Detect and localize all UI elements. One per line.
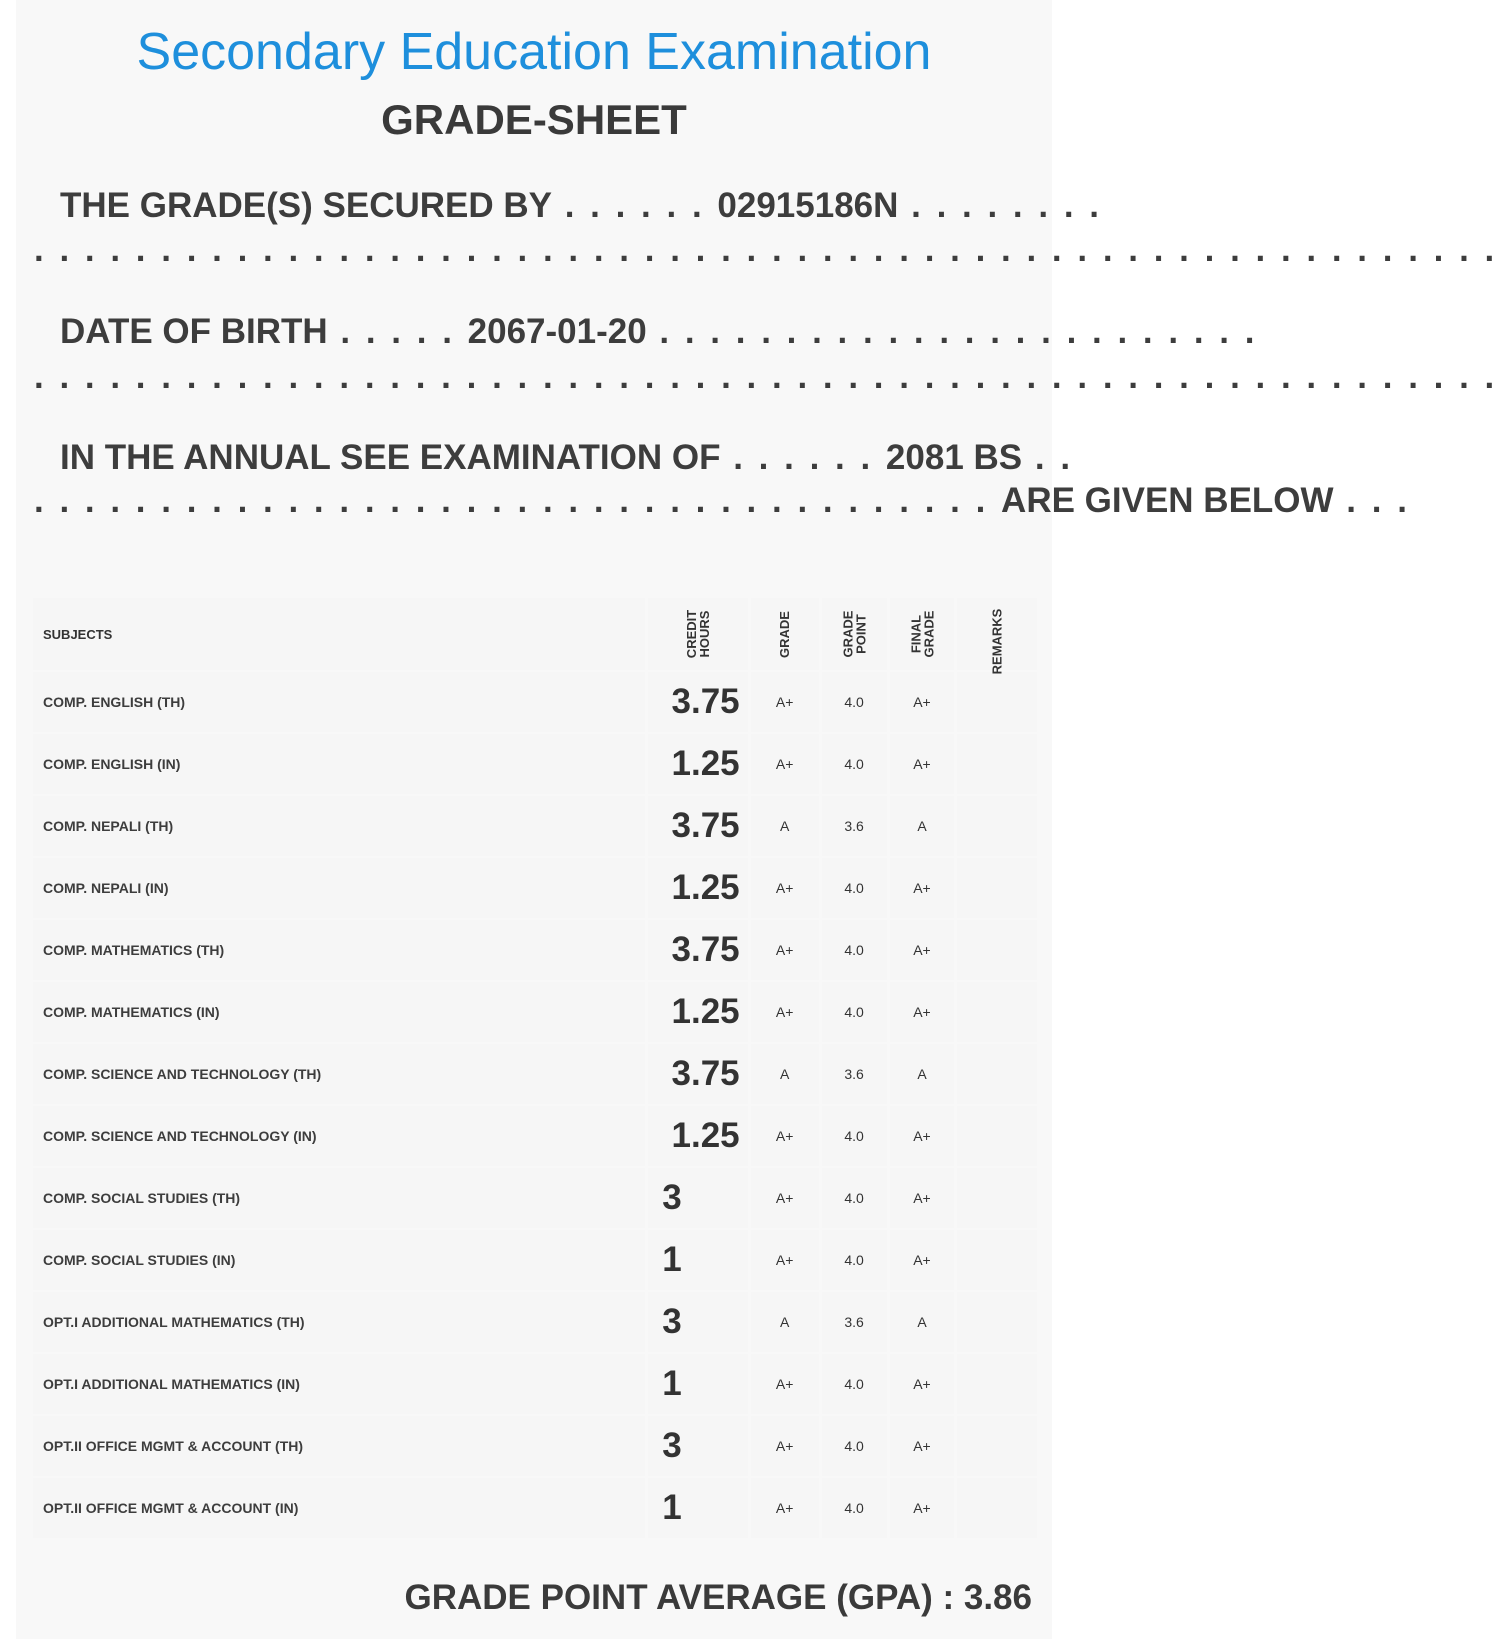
final-grade-cell: A+ <box>890 920 955 980</box>
table-row <box>33 1292 1037 1352</box>
secured-by-value: 02915186N <box>717 186 899 225</box>
dotted-leader: . . . . . . . . . . . . . . . . . . . . . . . . . . . . . . . . . . . . . . . . . . . . . . . . . . . . . . . . . . <box>34 357 1497 396</box>
header-credit-line1: CREDIT <box>683 609 699 658</box>
table-row <box>33 1230 1037 1290</box>
remarks-cell <box>957 1106 1037 1166</box>
grade-point-cell: 4.0 <box>822 1416 887 1476</box>
secured-by-label: THE GRADE(S) SECURED BY <box>60 186 552 225</box>
grade-point-cell: 4.0 <box>822 858 887 918</box>
header-grade-text: GRADE <box>777 610 793 658</box>
remarks-cell <box>957 1292 1037 1352</box>
grade-cell: A+ <box>751 1106 819 1166</box>
gpa-summary: GRADE POINT AVERAGE (GPA) : 3.86 <box>404 1578 1032 1617</box>
subject-cell: OPT.I ADDITIONAL MATHEMATICS (IN) <box>33 1354 645 1414</box>
table-row <box>33 1106 1037 1166</box>
remarks-cell <box>957 920 1037 980</box>
final-grade-cell: A <box>890 796 955 856</box>
final-grade-cell: A+ <box>890 672 955 732</box>
remarks-cell <box>957 1416 1037 1476</box>
subject-cell: OPT.I ADDITIONAL MATHEMATICS (TH) <box>33 1292 645 1352</box>
credit-hours-cell: 3 <box>648 1416 747 1476</box>
page-subtitle: GRADE-SHEET <box>381 96 687 143</box>
remarks-cell <box>957 734 1037 794</box>
grade-point-cell: 4.0 <box>822 672 887 732</box>
final-grade-cell: A+ <box>890 1478 955 1538</box>
remarks-cell <box>957 1230 1037 1290</box>
grade-point-cell: 4.0 <box>822 982 887 1042</box>
credit-hours-cell: 3 <box>648 1292 747 1352</box>
subject-cell: OPT.II OFFICE MGMT & ACCOUNT (IN) <box>33 1478 645 1538</box>
header-fg-line2: GRADE <box>920 610 936 657</box>
dob-label: DATE OF BIRTH <box>60 312 328 351</box>
grade-cell: A+ <box>751 858 819 918</box>
given-below-line: . . . . . . . . . . . . . . . . . . . . . . . . . . . . . . . . . . . . . . ARE GIVEN BELOW . . . <box>34 481 1410 520</box>
subject-cell: COMP. SOCIAL STUDIES (TH) <box>33 1168 645 1228</box>
credit-hours-cell: 1 <box>648 1230 747 1290</box>
credit-hours-cell: 3.75 <box>648 672 747 732</box>
subject-cell: OPT.II OFFICE MGMT & ACCOUNT (TH) <box>33 1416 645 1476</box>
grade-point-cell: 4.0 <box>822 1354 887 1414</box>
header-subjects: SUBJECTS <box>33 598 645 670</box>
header-final-grade <box>890 598 955 670</box>
credit-hours-cell: 1 <box>648 1478 747 1538</box>
grade-cell: A+ <box>751 920 819 980</box>
grade-point-cell: 4.0 <box>822 734 887 794</box>
table-row <box>33 672 1037 732</box>
grade-cell: A+ <box>751 1230 819 1290</box>
dob-line: DATE OF BIRTH . . . . . 2067-01-20 . . . . . . . . . . . . . . . . . . . . . . . . <box>60 312 1258 351</box>
header-remarks-text: REMARKS <box>989 608 1005 674</box>
table-row <box>33 796 1037 856</box>
page-title: Secondary Education Examination <box>136 23 932 81</box>
final-grade-cell: A+ <box>890 1354 955 1414</box>
subject-cell: COMP. NEPALI (TH) <box>33 796 645 856</box>
grade-cell: A+ <box>751 734 819 794</box>
final-grade-cell: A+ <box>890 1416 955 1476</box>
grade-cell: A+ <box>751 1416 819 1476</box>
header-fg-line1: FINAL <box>907 614 923 653</box>
subject-cell: COMP. SOCIAL STUDIES (IN) <box>33 1230 645 1290</box>
grade-cell: A+ <box>751 1478 819 1538</box>
header-credit-line2: HOURS <box>696 610 712 657</box>
grades-table <box>30 596 1040 1540</box>
table-row <box>33 858 1037 918</box>
grade-point-cell: 3.6 <box>822 1292 887 1352</box>
header-grade <box>751 598 819 670</box>
credit-hours-cell: 1.25 <box>648 858 747 918</box>
table-row <box>33 982 1037 1042</box>
final-grade-cell: A <box>890 1044 955 1104</box>
grade-point-cell: 4.0 <box>822 1478 887 1538</box>
grade-cell: A+ <box>751 1168 819 1228</box>
table-row <box>33 920 1037 980</box>
subject-cell: COMP. NEPALI (IN) <box>33 858 645 918</box>
grade-cell: A+ <box>751 672 819 732</box>
table-row <box>33 1478 1037 1538</box>
grade-cell: A <box>751 1292 819 1352</box>
remarks-cell <box>957 1478 1037 1538</box>
table-row <box>33 1416 1037 1476</box>
grade-sheet <box>16 0 1497 1639</box>
grade-cell: A+ <box>751 982 819 1042</box>
remarks-cell <box>957 1168 1037 1228</box>
remarks-cell <box>957 858 1037 918</box>
exam-label: IN THE ANNUAL SEE EXAMINATION OF <box>60 438 721 477</box>
subject-cell: COMP. MATHEMATICS (TH) <box>33 920 645 980</box>
final-grade-cell: A <box>890 1292 955 1352</box>
credit-hours-cell: 3 <box>648 1168 747 1228</box>
remarks-cell <box>957 672 1037 732</box>
credit-hours-cell: 1 <box>648 1354 747 1414</box>
header-credit-hours <box>648 598 747 670</box>
dotted-leader: . . . . . . . . . . . . . . . . . . . . . . . . . . . . . . . . . . . . . . . . . . . . . . . . . . . . . . . . . . <box>34 230 1497 269</box>
grade-point-cell: 4.0 <box>822 1168 887 1228</box>
subject-cell: COMP. MATHEMATICS (IN) <box>33 982 645 1042</box>
subject-cell: COMP. SCIENCE AND TECHNOLOGY (TH) <box>33 1044 645 1104</box>
credit-hours-cell: 1.25 <box>648 734 747 794</box>
grade-point-cell: 3.6 <box>822 796 887 856</box>
final-grade-cell: A+ <box>890 858 955 918</box>
final-grade-cell: A+ <box>890 1230 955 1290</box>
table-header-row <box>33 598 1037 670</box>
credit-hours-cell: 3.75 <box>648 1044 747 1104</box>
final-grade-cell: A+ <box>890 734 955 794</box>
grade-cell: A <box>751 796 819 856</box>
header-gp-line1: GRADE <box>840 610 856 657</box>
final-grade-cell: A+ <box>890 982 955 1042</box>
table-row <box>33 734 1037 794</box>
subject-cell: COMP. SCIENCE AND TECHNOLOGY (IN) <box>33 1106 645 1166</box>
table-row <box>33 1354 1037 1414</box>
header-gp-line2: POINT <box>853 613 869 654</box>
remarks-cell <box>957 796 1037 856</box>
dob-value: 2067-01-20 <box>467 312 647 351</box>
grade-point-cell: 4.0 <box>822 1230 887 1290</box>
credit-hours-cell: 1.25 <box>648 1106 747 1166</box>
final-grade-cell: A+ <box>890 1106 955 1166</box>
grade-cell: A <box>751 1044 819 1104</box>
remarks-cell <box>957 1044 1037 1104</box>
grade-point-cell: 4.0 <box>822 920 887 980</box>
secured-by-line: THE GRADE(S) SECURED BY . . . . . . 02915186N . . . . . . . . <box>60 186 1102 225</box>
grade-cell: A+ <box>751 1354 819 1414</box>
credit-hours-cell: 3.75 <box>648 920 747 980</box>
exam-line: IN THE ANNUAL SEE EXAMINATION OF . . . . . . 2081 BS . . <box>60 438 1074 477</box>
table-row <box>33 1044 1037 1104</box>
given-below-text: ARE GIVEN BELOW <box>1001 481 1334 520</box>
credit-hours-cell: 1.25 <box>648 982 747 1042</box>
header-grade-point <box>822 598 887 670</box>
final-grade-cell: A+ <box>890 1168 955 1228</box>
credit-hours-cell: 3.75 <box>648 796 747 856</box>
subject-cell: COMP. ENGLISH (TH) <box>33 672 645 732</box>
subject-cell: COMP. ENGLISH (IN) <box>33 734 645 794</box>
remarks-cell <box>957 982 1037 1042</box>
table-row <box>33 1168 1037 1228</box>
grade-point-cell: 4.0 <box>822 1106 887 1166</box>
exam-value: 2081 BS <box>885 438 1023 477</box>
header-remarks <box>957 598 1037 674</box>
remarks-cell <box>957 1354 1037 1414</box>
grade-point-cell: 3.6 <box>822 1044 887 1104</box>
